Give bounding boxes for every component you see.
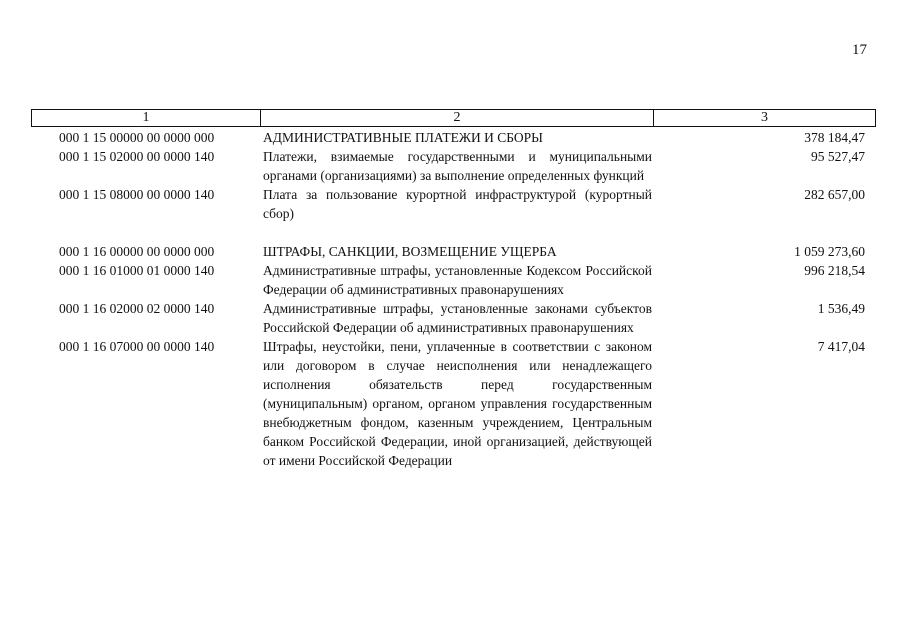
row-amount: 996 218,54 <box>804 263 865 278</box>
row-code: 000 1 16 02000 02 0000 140 <box>59 301 215 316</box>
row-name: Административные штрафы, установленные законами субъектов Российской Федерации об административных правонарушениях <box>263 301 652 335</box>
row-name: АДМИНИСТРАТИВНЫЕ ПЛАТЕЖИ И СБОРЫ <box>263 130 543 145</box>
table-row <box>0 185 905 223</box>
row-amount: 1 536,49 <box>817 301 865 316</box>
row-code: 000 1 16 07000 00 0000 140 <box>59 339 215 354</box>
row-code: 000 1 15 02000 00 0000 140 <box>59 149 215 164</box>
row-code: 000 1 15 08000 00 0000 140 <box>59 187 215 202</box>
row-amount: 282 657,00 <box>804 187 865 202</box>
table-row <box>0 337 905 470</box>
row-amount: 378 184,47 <box>804 130 865 145</box>
table-row <box>0 128 905 147</box>
table-header <box>31 109 876 127</box>
row-name: ШТРАФЫ, САНКЦИИ, ВОЗМЕЩЕНИЕ УЩЕРБА <box>263 244 557 259</box>
row-amount: 1 059 273,60 <box>794 244 865 259</box>
row-name: Платежи, взимаемые государственными и муниципальными органами (организациями) за выполнение определенных функций <box>263 149 652 183</box>
table-row <box>0 147 905 185</box>
row-name: Плата за пользование курортной инфраструктурой (курортный сбор) <box>263 187 652 221</box>
table-row <box>0 261 905 299</box>
budget-table-body <box>0 128 905 470</box>
row-code: 000 1 16 00000 00 0000 000 <box>59 244 215 259</box>
row-code: 000 1 15 00000 00 0000 000 <box>59 130 215 145</box>
table-header-col-code: 1 <box>32 110 261 126</box>
table-row <box>0 242 905 261</box>
row-amount: 95 527,47 <box>811 149 865 164</box>
table-header-col-amount: 3 <box>761 110 768 125</box>
row-name: Штрафы, неустойки, пени, уплаченные в соответствии с законом или договором в случае неисполнения или ненадлежащего исполнения обязательств перед государственным (муниципальным) органом, органом управления государственным внебюджетным фондом, казенным учреждением, Центральным банком Российской Федерации, иной организацией, действующей от имени Российской Федерации <box>263 339 652 468</box>
table-row <box>0 299 905 337</box>
row-name: Административные штрафы, установленные Кодексом Российской Федерации об административных правонарушениях <box>263 263 652 297</box>
row-amount: 7 417,04 <box>817 339 865 354</box>
row-code: 000 1 16 01000 01 0000 140 <box>59 263 215 278</box>
page-number: 17 <box>852 42 867 58</box>
table-header-col-name: 2 <box>261 110 654 126</box>
